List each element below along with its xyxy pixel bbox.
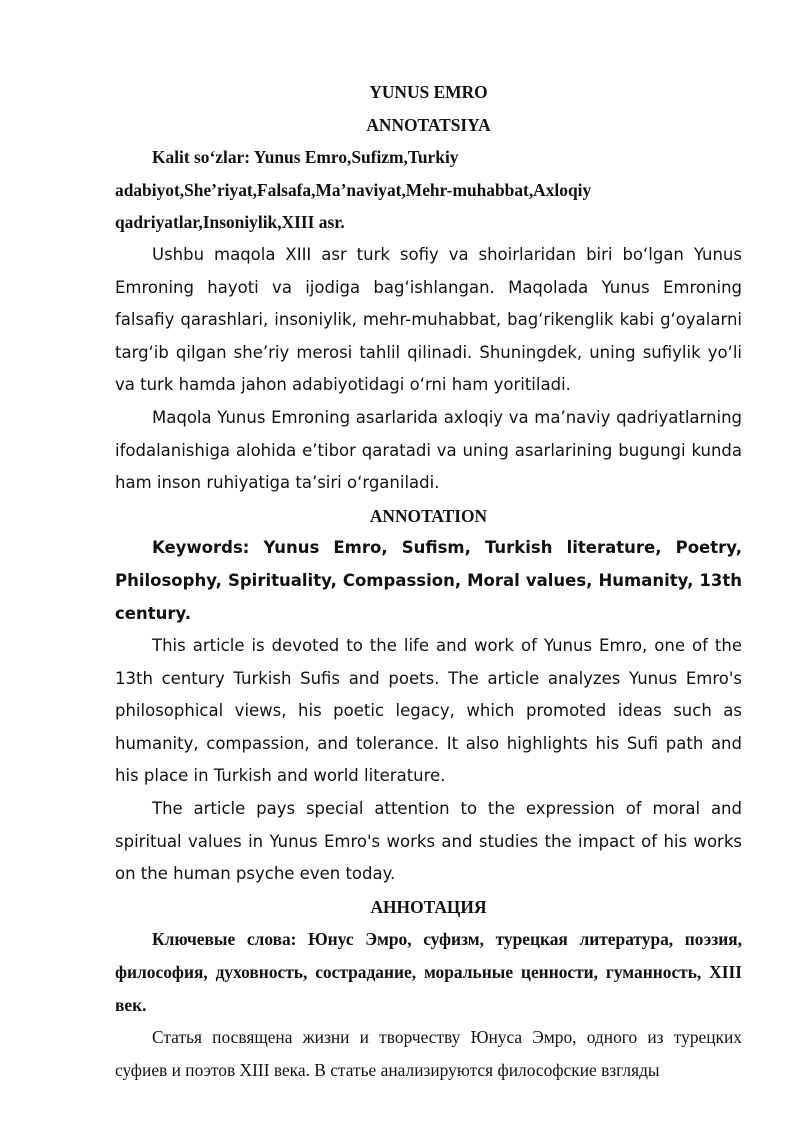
ru-paragraph-1: Статья посвящена жизни и творчеству Юнуса Эмро, одного из турецких суфиев и поэтов XIII века. В статье анализируются философские взгляды xyxy=(115,1027,742,1080)
en-paragraph-1: This article is devoted to the life and work of Yunus Emro, one of the 13th century Turkish Sufis and poets. The article analyzes Yunus Emro's philosophical views, his poetic legacy, which promoted ideas such as humanity, compassion, and tolerance. It also highlights his Sufi path and his place in Turkish and world literature. xyxy=(115,636,742,786)
uz-paragraph-2: Maqola Yunus Emroning asarlarida axloqiy va ma’naviy qadriyatlarning ifodalanishiga alohida e’tibor qaratadi va uning asarlarining bugungi kunda ham inson ruhiyatiga ta’siri o‘rganiladi. xyxy=(115,407,742,493)
uz-paragraph-1: Ushbu maqola XIII asr turk sofiy va shoirlaridan biri bo‘lgan Yunus Emroning hayoti va ijodiga bag‘ishlangan. Maqolada Yunus Emroning falsafiy qarashlari, insoniylik, mehr-muhabbat, bag‘rikenglik kabi g‘oyalarni targ‘ib qilgan she’riy merosi tahlil qilinadi. Shuningdek, uning sufiylik yo‘li va turk hamda jahon adabiyotidagi o‘rni ham yoritiladi. xyxy=(115,244,742,395)
en-paragraph-2: The article pays special attention to the expression of moral and spiritual values in Yunus Emro's works and studies the impact of his works on the human psyche even today. xyxy=(115,799,742,884)
document-body xyxy=(115,76,742,1086)
en-annotation-heading: ANNOTATION xyxy=(369,505,488,526)
ru-keywords: Ключевые слова: Юнус Эмро, суфизм, турецкая литература, поэзия, философия, духовность, сострадание, моральные ценности, гуманность, XIII век. xyxy=(115,929,742,1015)
ru-annotation-heading: АННОТАЦИЯ xyxy=(370,896,487,917)
document-title: YUNUS EMRO xyxy=(369,82,488,102)
en-keywords: Keywords: Yunus Emro, Sufism, Turkish literature, Poetry, Philosophy, Spirituality, Compassion, Moral values, Humanity, 13th century. xyxy=(115,538,742,623)
uz-annotation-heading: ANNOTATSIYA xyxy=(366,114,491,135)
uz-keywords: Kalit so‘zlar: Yunus Emro,Sufizm,Turkiy adabiyot,She’riyat,Falsafa,Ma’naviyat,Mehr-muhabbat,Axloqiy qadriyatlar,Insoniylik,XIII asr. xyxy=(115,147,592,233)
